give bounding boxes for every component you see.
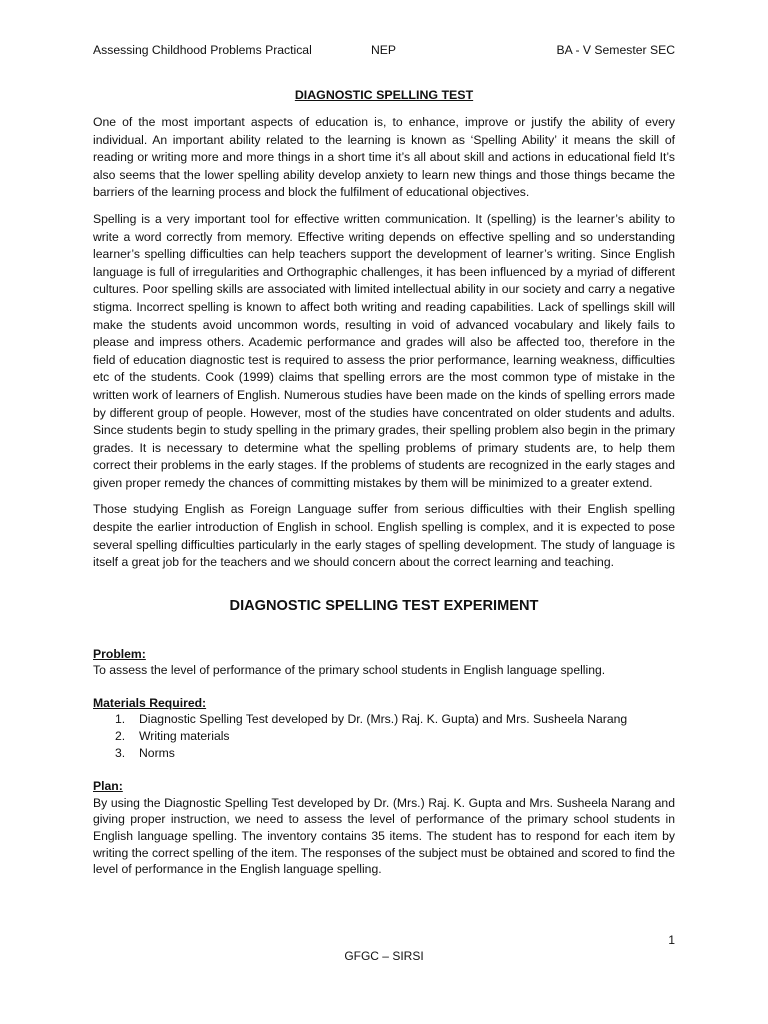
list-item	[93, 728, 675, 745]
list-item-number: 2.	[115, 729, 126, 744]
list-item-number: 3.	[115, 746, 126, 761]
materials-heading: Materials Required:	[93, 695, 207, 710]
list-item-number: 1.	[115, 712, 126, 727]
intro-paragraph-3: Those studying English as Foreign Language suffer from serious difficulties with their English spelling despite the earlier introduction of English in school. English spelling is complex, and it is expected to pose several spelling difficulties particularly in the early stages of spelling development. The study of language is itself a great job for the teachers and we should concern about the correct learning and teaching.	[93, 502, 675, 570]
materials-section	[93, 695, 675, 763]
plan-text: By using the Diagnostic Spelling Test developed by Dr. (Mrs.) Raj. K. Gupta and Mrs. Susheela Narang and giving proper instruction, we need to assess the level of performance of the primary school students in English language spelling. The inventory contains 35 items. The student has to respond for each item by writing the correct spelling of the item. The responses of the subject must be obtained and scored to find the level of performance in the English language spelling.	[93, 795, 675, 877]
problem-heading: Problem:	[93, 646, 146, 661]
list-item-text: Norms	[139, 746, 175, 761]
intro-paragraph-1: One of the most important aspects of education is, to enhance, improve or justify the ability of every individual. An important ability related to the learning is known as ‘Spelling Ability’ it means the skill of reading or writing more and more things in a short time it’s all about skill and actions in educational field It’s also seems that the lower spelling ability develop anxiety to learn new things and those things became the barriers of the learning process and block the fulfilment of educational objectives.	[93, 115, 675, 200]
list-item	[93, 711, 675, 728]
problem-section	[93, 646, 675, 679]
plan-section	[93, 778, 675, 877]
problem-text: To assess the level of performance of the primary school students in English language spelling.	[93, 663, 606, 678]
list-item-text: Diagnostic Spelling Test developed by Dr. (Mrs.) Raj. K. Gupta) and Mrs. Susheela Narang	[139, 712, 628, 727]
plan-heading: Plan:	[93, 779, 123, 794]
header-semester: BA - V Semester SEC	[556, 43, 675, 57]
page-title: DIAGNOSTIC SPELLING TEST	[294, 88, 474, 102]
experiment-title: DIAGNOSTIC SPELLING TEST EXPERIMENT	[229, 597, 539, 614]
header-course-title: Assessing Childhood Problems Practical	[93, 43, 312, 57]
list-item	[93, 745, 675, 762]
header-nep: NEP	[371, 43, 397, 57]
materials-list	[93, 711, 675, 762]
list-item-text: Writing materials	[139, 729, 230, 744]
page-number: 1	[668, 933, 675, 947]
intro-paragraph-2: Spelling is a very important tool for effective written communication. It (spelling) is the learner’s ability to write a word correctly from memory. Effective writing depends on effective spelling and so understanding learner’s spelling difficulties can help teachers support the development of learner’s writing. Since English language is full of irregularities and Orthographic challenges, it has been influenced by a myriad of different cultures. Poor spelling skills are associated with limited intellectual ability in our society and carry a negative stigma. Incorrect spelling is known to affect both writing and reading capabilities. Lack of spellings skill will make the students avoid uncommon words, resulting in void of advanced vocabulary and likely fails to please and impress others. Academic performance and grades will also be affected too, therefore in the field of education diagnostic test is required to assess the prior performance, learning weakness, difficulties etc of the students. Cook (1999) claims that spelling errors are the most common type of mistake in the written work of learners of English. Numerous studies have been made on the kinds of spelling errors made by different group of people. However, most of the studies have concentrated on older students and adults. Since students begin to study spelling in the primary grades, their spelling problem also begin in the primary grades. It is necessary to determine what the spelling problems of primary students are, to help them correct their problems in the early stages. If the problems of students are recognized in the early stages and given proper remedy the chances of committing mistakes by them will be minimized to a greater extend.	[93, 211, 675, 490]
footer-institution: GFGC – SIRSI	[344, 949, 424, 963]
page-content	[93, 88, 675, 878]
